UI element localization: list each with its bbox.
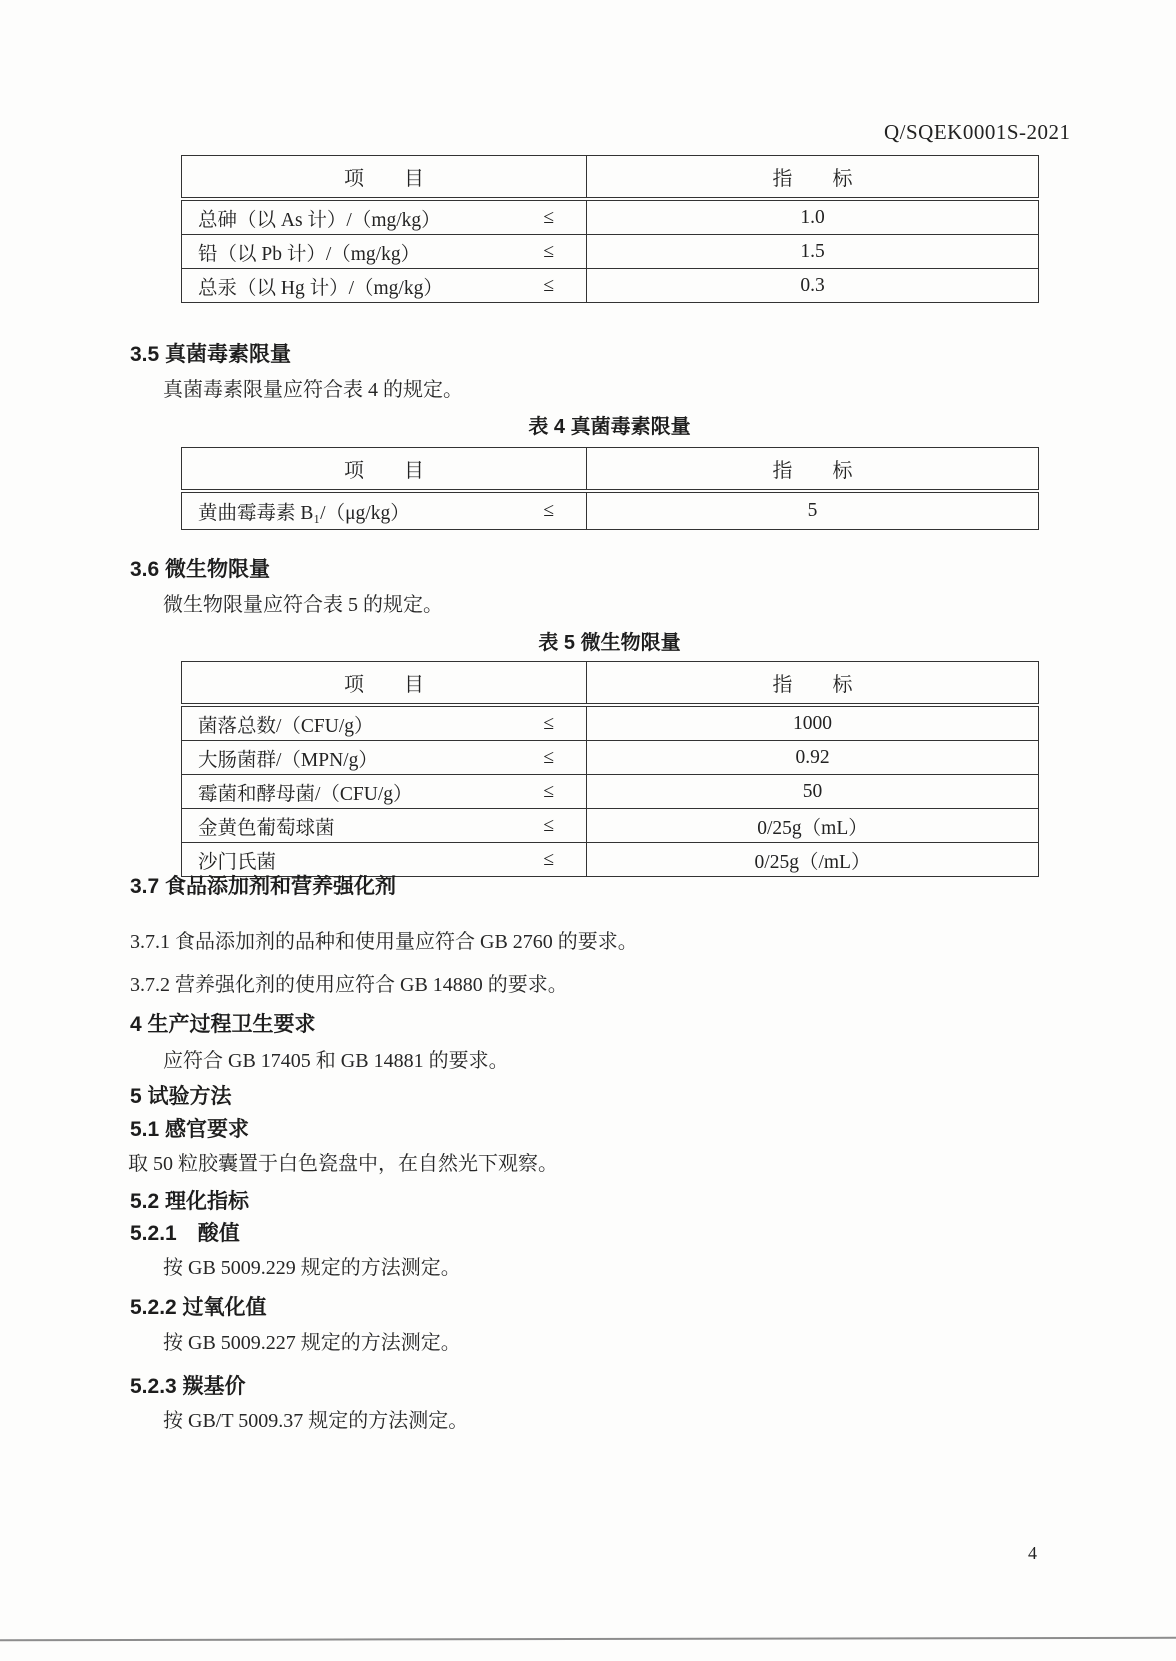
item-label: 总砷（以 As 计）/（mg/kg） bbox=[198, 209, 441, 231]
column-header-value: 指 标 bbox=[587, 448, 1039, 492]
mycotoxin-table bbox=[181, 447, 1039, 530]
item-value: 1000 bbox=[587, 705, 1039, 741]
table-row bbox=[182, 705, 1039, 741]
item-label: 霉菌和酵母菌/（CFU/g） bbox=[198, 783, 413, 805]
item-value: 1.5 bbox=[587, 235, 1039, 269]
table-row bbox=[182, 491, 1039, 530]
section-3-6-paragraph: 微生物限量应符合表 5 的规定。 bbox=[163, 594, 443, 616]
column-header-value: 指 标 bbox=[587, 662, 1039, 706]
section-5-2-2-heading: 5.2.2 过氧化值 bbox=[130, 1296, 267, 1319]
item-label: 金黄色葡萄球菌 bbox=[198, 817, 335, 839]
item-label: 沙门氏菌 bbox=[198, 851, 277, 873]
section-4-heading: 4 生产过程卫生要求 bbox=[130, 1013, 316, 1036]
item-label: 黄曲霉毒素 B₁/（μg/kg） bbox=[198, 503, 410, 524]
leq-symbol: ≤ bbox=[543, 780, 554, 802]
section-5-2-3-heading: 5.2.3 羰基价 bbox=[130, 1375, 246, 1398]
table-row bbox=[182, 741, 1039, 775]
scan-edge-line bbox=[0, 1637, 1176, 1641]
item-value: 0.92 bbox=[587, 741, 1039, 775]
section-3-7-heading: 3.7 食品添加剂和营养强化剂 bbox=[130, 875, 397, 898]
section-3-7-2-paragraph: 3.7.2 营养强化剂的使用应符合 GB 14880 的要求。 bbox=[130, 974, 568, 996]
heavy-metals-table bbox=[181, 155, 1039, 303]
table-row bbox=[182, 269, 1039, 303]
section-3-7-1-paragraph: 3.7.1 食品添加剂的品种和使用量应符合 GB 2760 的要求。 bbox=[130, 931, 638, 953]
leq-symbol: ≤ bbox=[543, 206, 554, 228]
section-3-6-heading: 3.6 微生物限量 bbox=[130, 558, 271, 581]
microbiological-table bbox=[181, 661, 1039, 877]
section-5-1-heading: 5.1 感官要求 bbox=[130, 1118, 250, 1141]
table-row bbox=[182, 775, 1039, 809]
item-label: 菌落总数/（CFU/g） bbox=[198, 715, 374, 737]
section-5-2-heading: 5.2 理化指标 bbox=[130, 1190, 250, 1213]
column-header-value: 指 标 bbox=[587, 156, 1039, 200]
column-header-item: 项 目 bbox=[182, 448, 587, 492]
section-5-2-2-paragraph: 按 GB 5009.227 规定的方法测定。 bbox=[163, 1332, 461, 1354]
section-5-2-1-heading: 5.2.1 酸值 bbox=[130, 1222, 240, 1245]
doc-reference-number: Q/SQEK0001S-2021 bbox=[884, 120, 1071, 144]
leq-symbol: ≤ bbox=[543, 848, 554, 870]
section-5-1-paragraph: 取 50 粒胶囊置于白色瓷盘中，在自然光下观察。 bbox=[128, 1153, 558, 1175]
table-row bbox=[182, 235, 1039, 269]
item-label: 总汞（以 Hg 计）/（mg/kg） bbox=[198, 277, 443, 299]
leq-symbol: ≤ bbox=[543, 712, 554, 734]
leq-symbol: ≤ bbox=[543, 746, 554, 768]
leq-symbol: ≤ bbox=[543, 240, 554, 262]
item-label: 铅（以 Pb 计）/（mg/kg） bbox=[198, 243, 421, 265]
section-4-paragraph: 应符合 GB 17405 和 GB 14881 的要求。 bbox=[163, 1050, 509, 1072]
item-value: 0/25g（/mL） bbox=[587, 843, 1039, 877]
item-value: 1.0 bbox=[587, 199, 1039, 235]
table-header-row bbox=[182, 156, 1039, 200]
leq-symbol: ≤ bbox=[543, 500, 554, 521]
section-3-5-paragraph: 真菌毒素限量应符合表 4 的规定。 bbox=[163, 379, 463, 401]
item-value: 0/25g（mL） bbox=[587, 809, 1039, 843]
table-4-caption: 表 4 真菌毒素限量 bbox=[528, 416, 691, 438]
section-5-heading: 5 试验方法 bbox=[130, 1085, 232, 1108]
column-header-item: 项 目 bbox=[182, 156, 587, 200]
leq-symbol: ≤ bbox=[543, 814, 554, 836]
table-header-row bbox=[182, 662, 1039, 706]
table-row bbox=[182, 809, 1039, 843]
page-number: 4 bbox=[1028, 1543, 1037, 1563]
section-5-2-3-paragraph: 按 GB/T 5009.37 规定的方法测定。 bbox=[163, 1410, 469, 1432]
item-value: 5 bbox=[587, 491, 1039, 530]
table-5-caption: 表 5 微生物限量 bbox=[538, 632, 681, 654]
item-value: 0.3 bbox=[587, 269, 1039, 303]
item-label: 大肠菌群/（MPN/g） bbox=[198, 749, 378, 771]
section-3-5-heading: 3.5 真菌毒素限量 bbox=[130, 343, 292, 366]
leq-symbol: ≤ bbox=[543, 274, 554, 296]
table-header-row bbox=[182, 448, 1039, 492]
column-header-item: 项 目 bbox=[182, 662, 587, 706]
section-5-2-1-paragraph: 按 GB 5009.229 规定的方法测定。 bbox=[163, 1257, 461, 1279]
item-value: 50 bbox=[587, 775, 1039, 809]
table-row bbox=[182, 199, 1039, 235]
